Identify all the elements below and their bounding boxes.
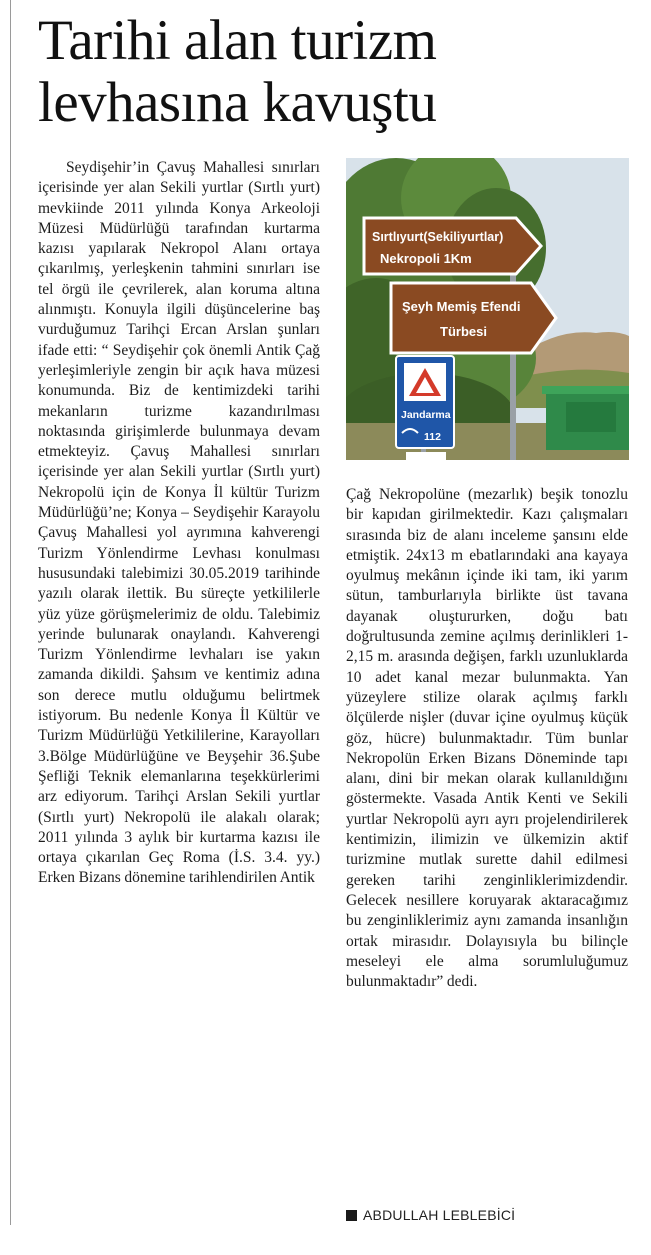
sign-blue-label: Jandarma [401,409,451,421]
byline-square-icon [346,1210,357,1221]
sign-top-line1: Sırtlıyurt(Sekiliyurtlar) [372,230,504,244]
sign-middle-line2: Türbesi [440,324,487,339]
article-column-left: Seydişehir’in Çavuş Mahallesi sınırları içerisinde yer alan Sekili yurtlar (Sırtlı yurt) mevkiinde 2011 yılında Konya Arkeoloji Müzesi Müdürlüğü tarafından kurtarma kazısı yapılarak Nekropol Alanı ortaya çıkarılmış, yerleşkenin tahmini sınırları ise tel örgü ile çevrilerek, alan koruma altına alınmıştı. Konuyla ilgili düşüncelerine baş vurduğumuz Tarihçi Ercan Arslan şunları ifade etti: “ Seydişehir çok önemli Antik Çağ yerleşimleriyle zengin bir açık hava müzesi konumunda. Biz de kentimizdeki tarihi mekanların turizme kazandırılması noktasında girişimlerde bulunmaya devam etmekteyiz. Çavuş Mahallesi sınırları içerisinde yer alan Sekili yurtlar (Sırtlı yurt) Nekropolü için de Konya İl kültür Turizm Müdürlüğü’ne; Konya – Seydişehir Karayolu Çavuş Mahallesi yol ayrımına kahverengi Turizm Yönlendirme Levhası konulması hususundaki talebimizi 30.05.2019 tarihinde yazılı olarak ilettik. Bu süreçte yetkililerle yüz yüze görüşmelerimiz de oldu. Talebimiz yerinde bulunarak onaylandı. Kahverengi Turizm Yönlendirme levhaları ise yakın zamanda dikildi. Şahsım ve kentimiz adına son derece mutlu olduğumu belirtmek istiyorum. Bu nedenle Konya İl Kültür ve Turizm Müdürlüğü Yetkililerine, Karayolları 3.Bölge Müdürlüğüne ve Beyşehir 36.Şube Şefliği Teknik elemanlarına teşekkürlerimi arz ediyorum. Tarihçi Arslan Sekili yurtlar (Sırtlı yurt) Nekropolü ile alakalı olarak; 2011 yılında 3 aylık bir kurtarma kazısı ile ortaya çıkarılan Geç Roma (İ.S. 3.4. yy.) Erken Bizans dönemine tarihlendirilen Antik [38,159,320,887]
sign-jandarma [396,356,454,460]
headline: Tarihi alan turizm levhasına kavuştu [38,9,437,134]
byline [346,1206,515,1224]
byline-author: ABDULLAH LEBLEBİCİ [363,1207,516,1223]
article-photo [346,158,629,460]
sign-middle [391,283,556,353]
sign-top [364,218,541,274]
photo-green-kiosk [542,386,629,450]
article-column-right: Çağ Nekropolüne (mezarlık) beşik tonozlu bir kapıdan girilmektedir. Kazı çalışmaları sırasında biz de alanı inceleme şansını elde etmiştik. 24x13 m ebatlarındaki ana kayaya oyulmuş mekânın içinde iki tam, iki yarım sütun, tamburlarıyla birlikte üst tavana dayanak oluştururken, doğu batı doğrultusunda zemine açılmış derinlikleri 1-2,15 m. arasında değişen, farklı uzunluklarda 10 adet kanal mezar bulunmakta. Yan yüzeylere stilize olarak açılmış farklı ölçülerde nişler (duvar içine oyulmuş küçük göz, hücre) bulunmaktadır. Tüm bunlar Nekropolün Erken Bizans Döneminde tapı alanı, dini bir mekan olarak kullanıldığını göstermekte. Vasada Antik Kenti ve Sekili yurtlar Nekropolü ayrı ayrı projelendirilerek kentimizin, ilimizin ve ülkemizin aktif turizmine mutlak surette dahil edilmesi gereken tarihi zenginliklerimizdendir. Gelecek nesillere koruyarak aktaracağımız bu zenginliklerimiz aynı zamanda insanlığın ortak mirasıdır. Dolayısıyla bu bilinçle meseleyi ele alma sorumluluğumuz bulunmaktadır” dedi. [346,486,628,991]
sign-blue-number: 112 [424,431,441,443]
page-left-rule [10,0,11,1225]
sign-top-line2: Nekropoli 1Km [380,251,472,266]
sign-middle-line1: Şeyh Memiş Efendi [402,299,521,314]
